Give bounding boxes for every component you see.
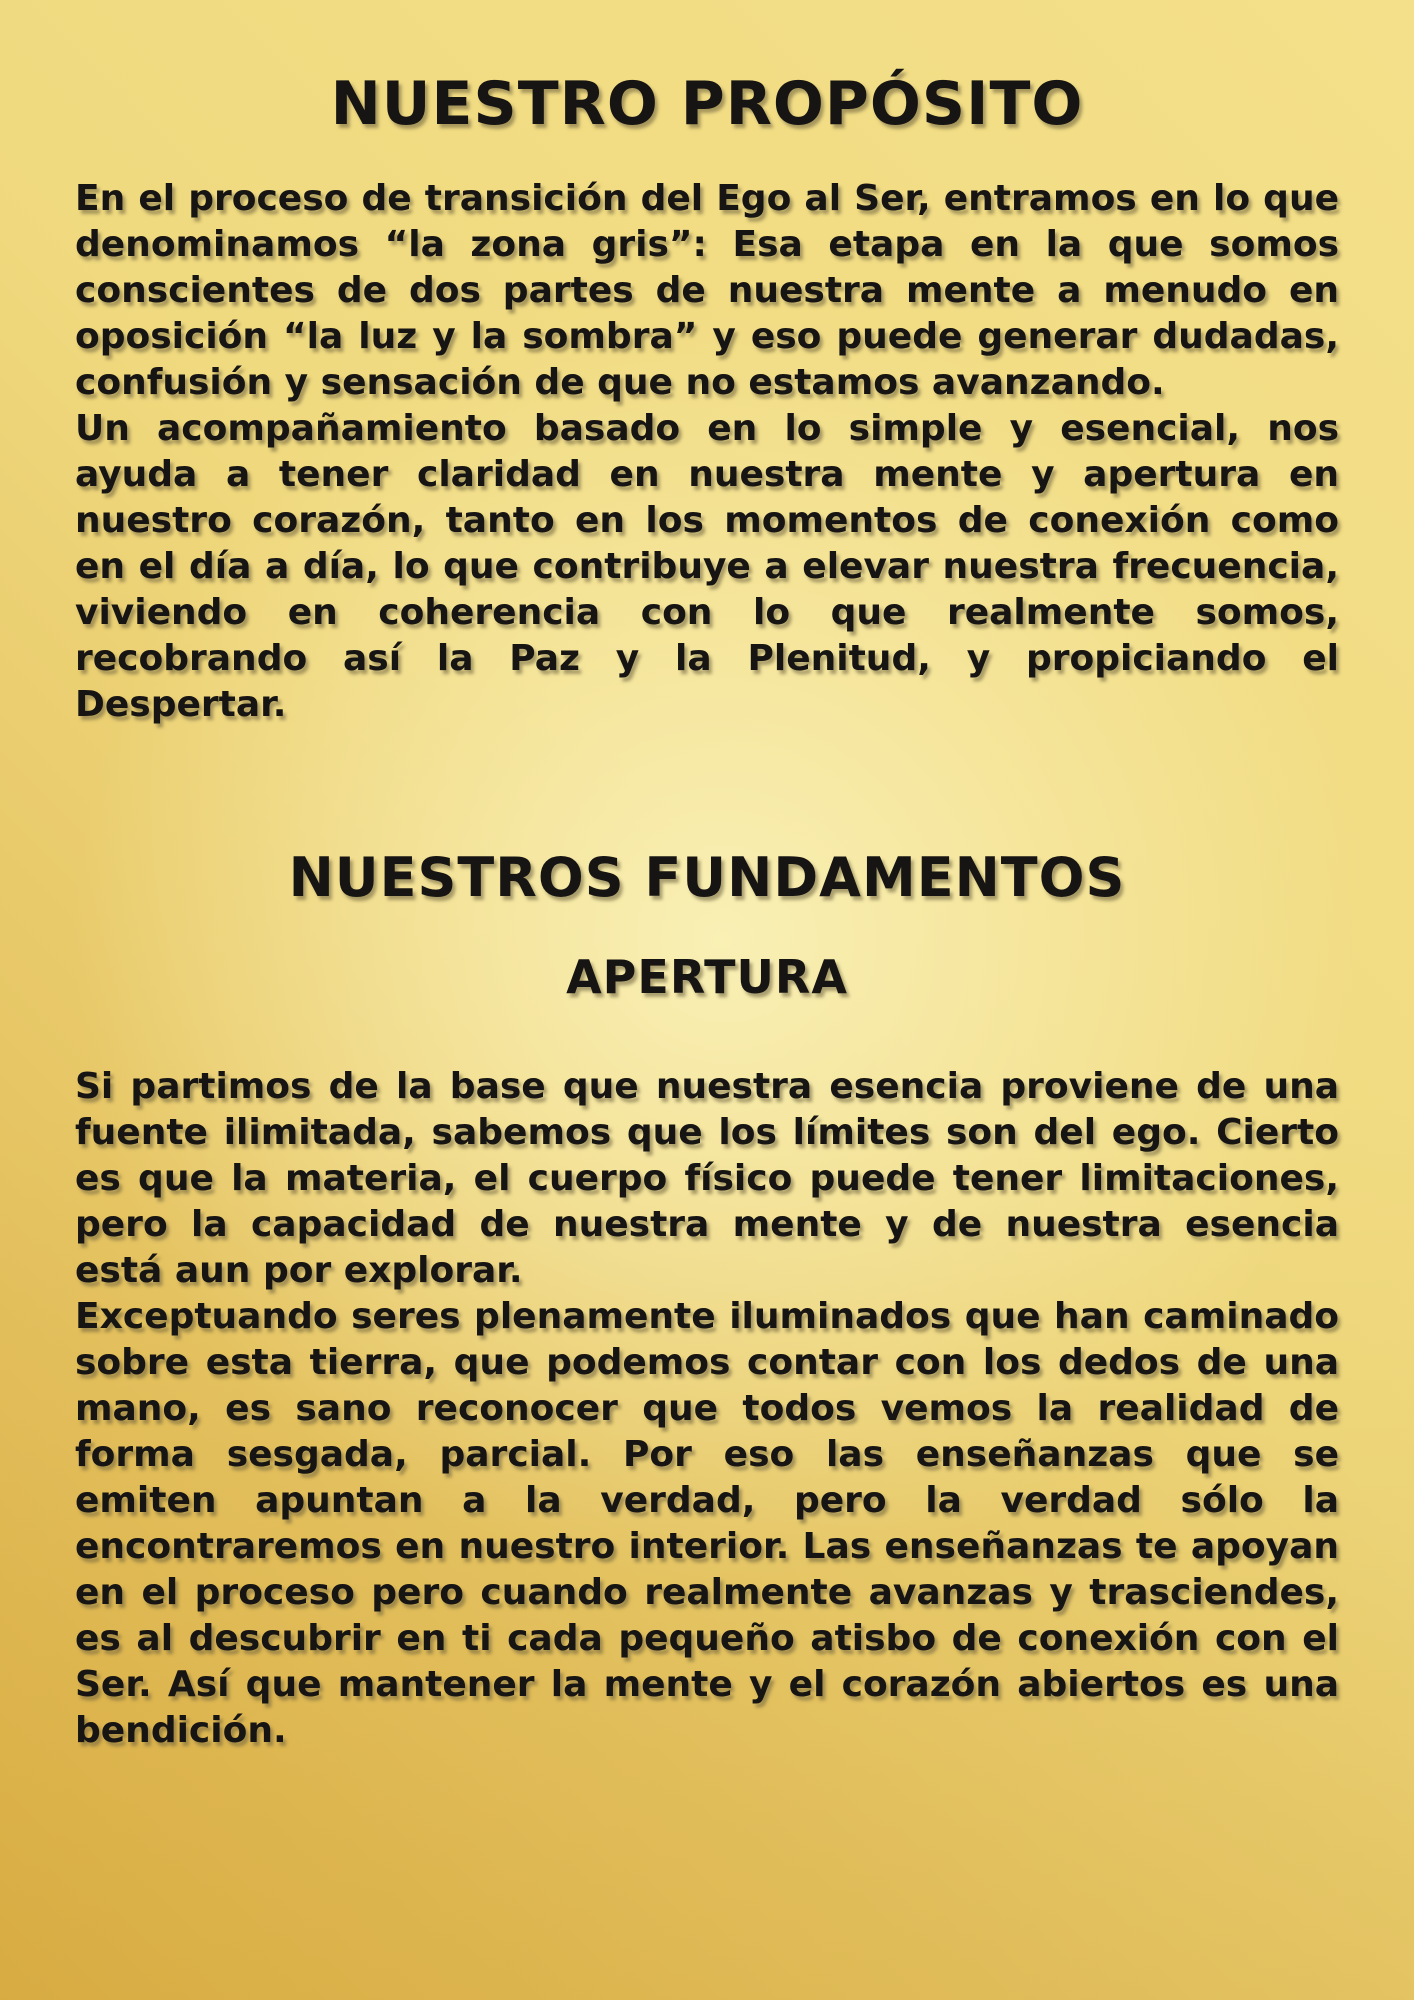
paragraph-proposito-1: En el proceso de transición del Ego al Ser, entramos en lo que denominamos “la zona gris”: Esa etapa en la que somos conscientes de dos partes de nuestra mente a menudo en oposición “la luz y la sombra” y eso puede generar dudadas, confusión y sensación de que no estamos avanzando. — [75, 178, 1339, 403]
subsection-title-apertura: APERTURA — [566, 950, 848, 1004]
apertura-text-block — [75, 1064, 1339, 1754]
paragraph-apertura-1: Si partimos de la base que nuestra esencia proviene de una fuente ilimitada, sabemos que los límites son del ego. Cierto es que la materia, el cuerpo físico puede tener limitaciones, pero la capacidad de nuestra mente y de nuestra esencia está aun por explorar. — [75, 1066, 1339, 1291]
section-title-proposito: NUESTRO PROPÓSITO — [330, 69, 1084, 139]
proposito-text-block — [75, 176, 1339, 728]
paragraph-proposito-2: Un acompañamiento basado en lo simple y esencial, nos ayuda a tener claridad en nuestra mente y apertura en nuestro corazón, tanto en los momentos de conexión como en el día a día, lo que contribuye a elevar nuestra frecuencia, viviendo en coherencia con lo que realmente somos, recobrando así la Paz y la Plenitud, y propiciando el Despertar. — [75, 408, 1339, 725]
section-title-fundamentos: NUESTROS FUNDAMENTOS — [288, 846, 1126, 909]
paragraph-apertura-2: Exceptuando seres plenamente iluminados que han caminado sobre esta tierra, que podemos contar con los dedos de una mano, es sano reconocer que todos vemos la realidad de forma sesgada, parcial. Por eso las enseñanzas que se emiten apuntan a la verdad, pero la verdad sólo la encontraremos en nuestro interior. Las enseñanzas te apoyan en el proceso pero cuando realmente avanzas y trasciendes, es al descubrir en ti cada pequeño atisbo de conexión con el Ser. Así que mantener la mente y el corazón abiertos es una bendición. — [75, 1296, 1339, 1751]
